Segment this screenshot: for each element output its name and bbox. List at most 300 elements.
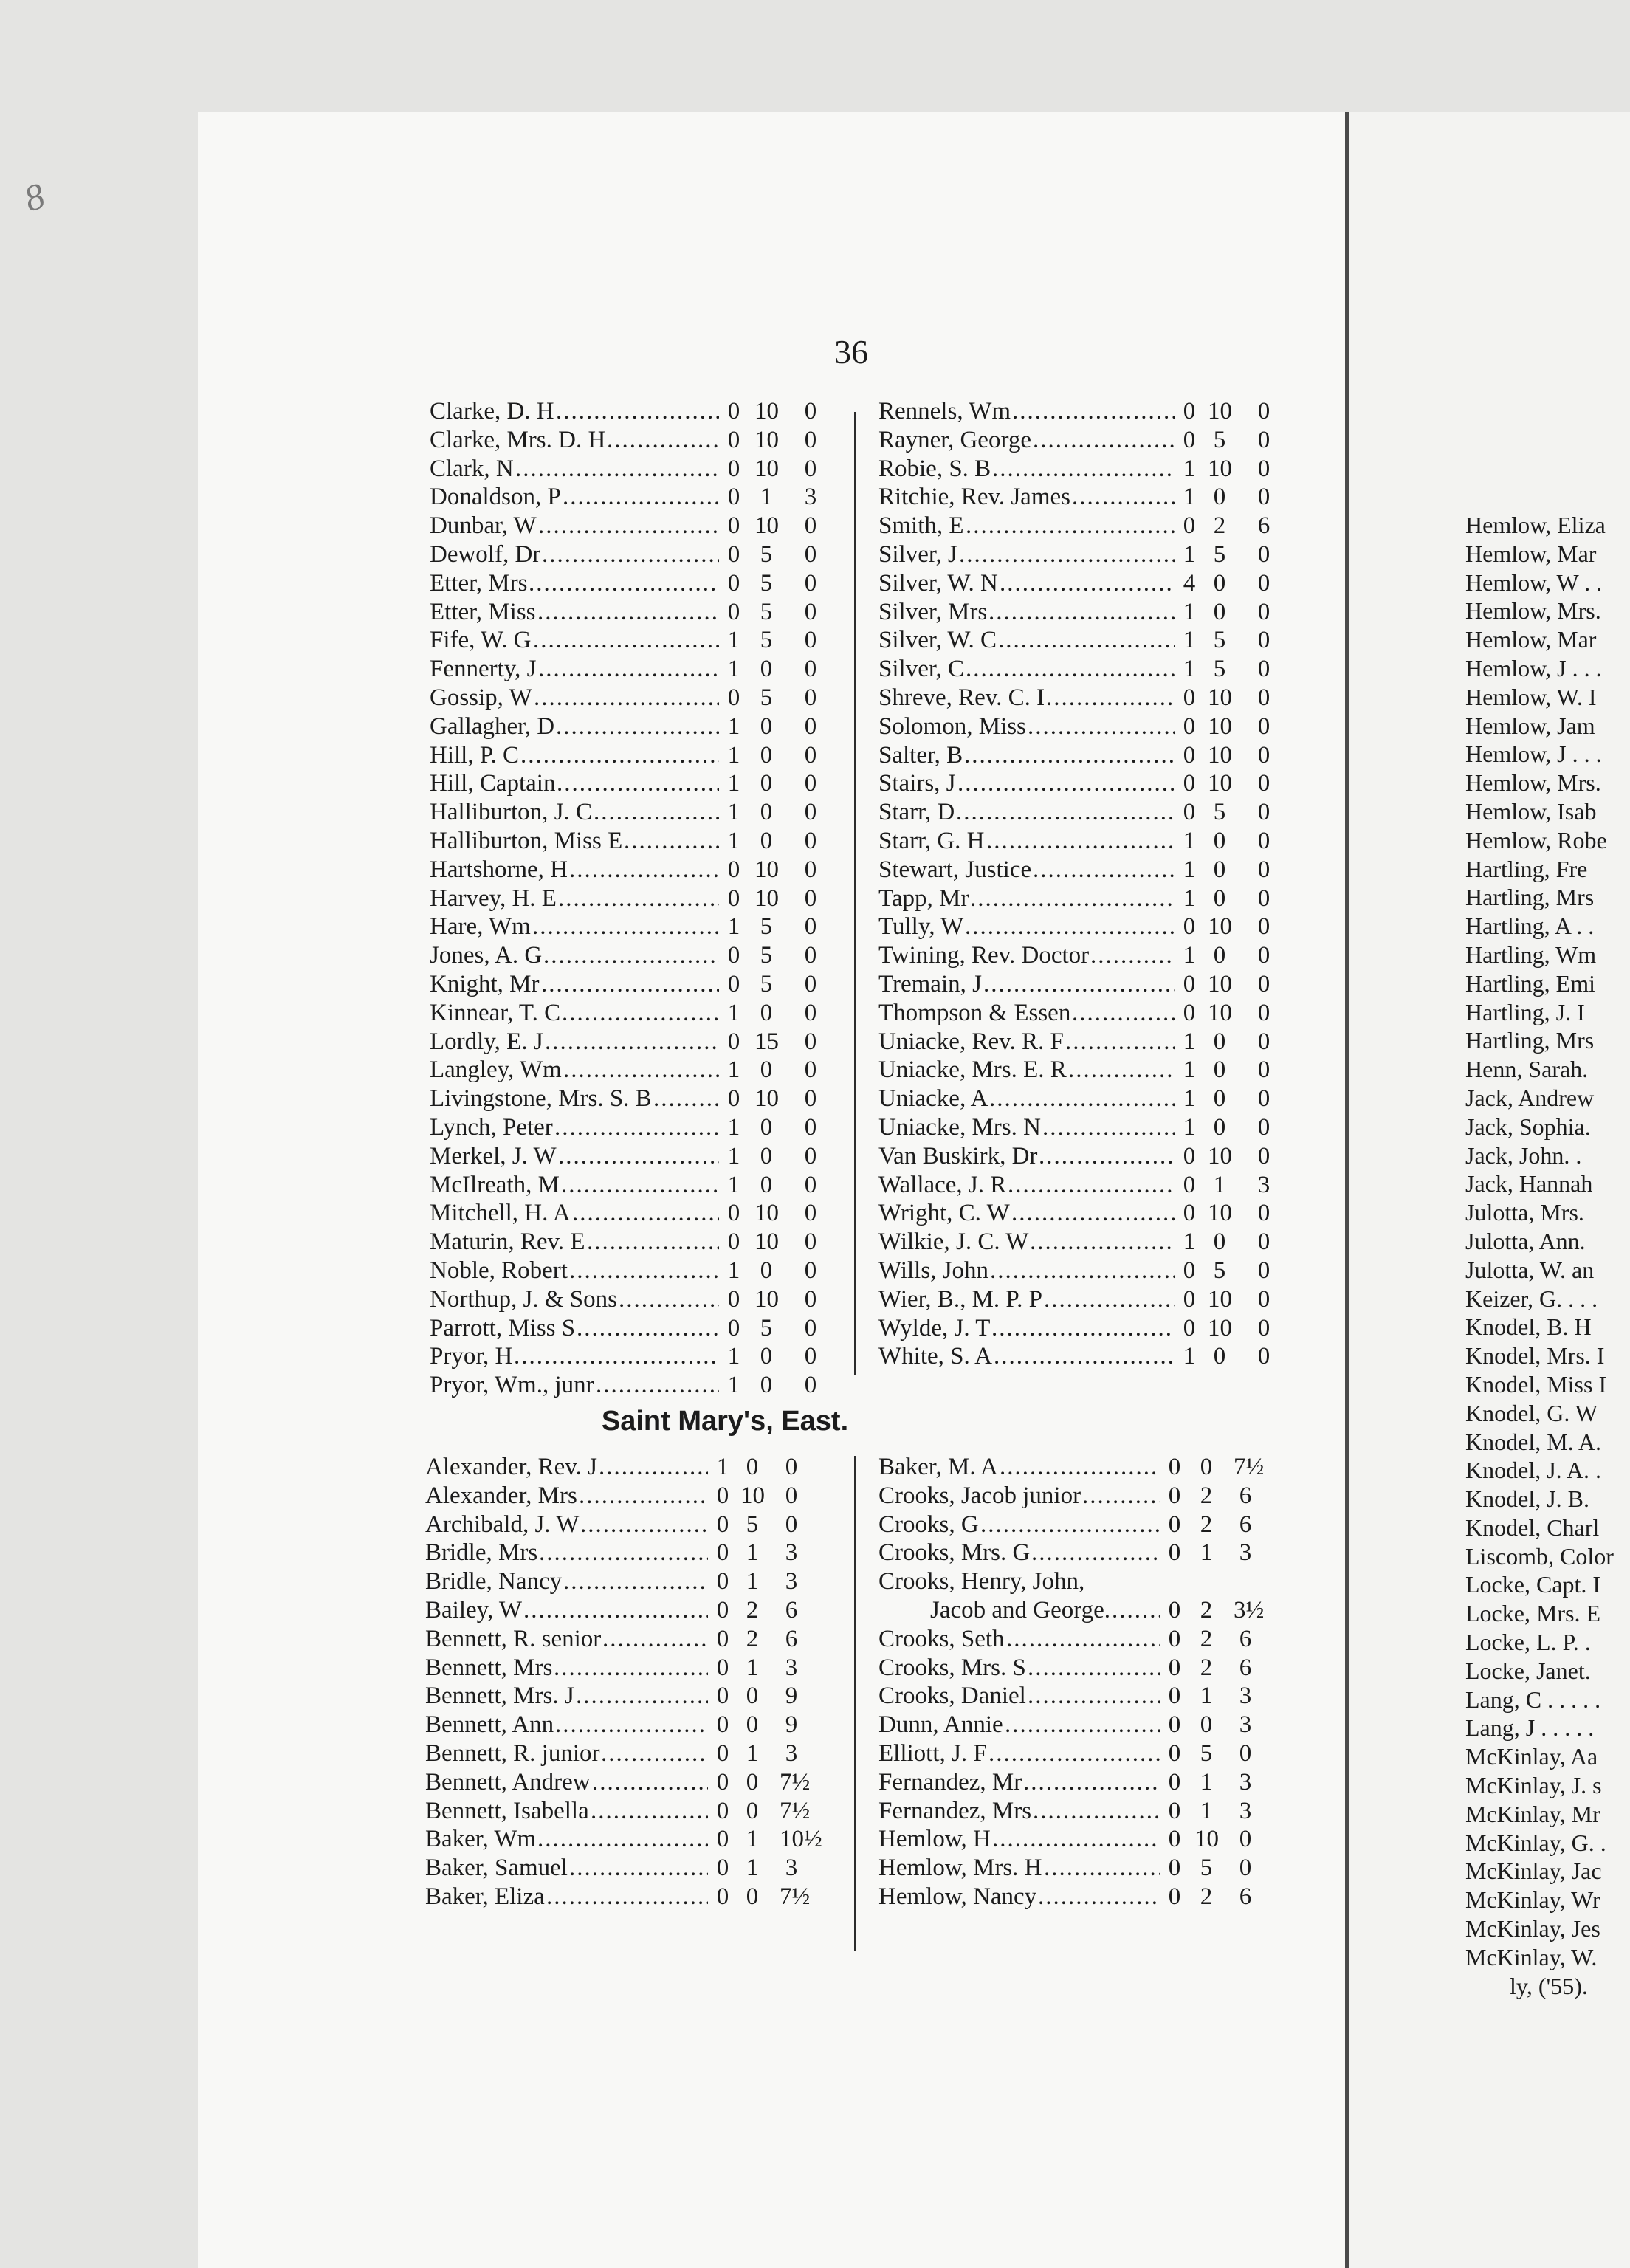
shillings-amount: 10 (1208, 398, 1232, 425)
subscriber-name: Kinnear, T. C (430, 999, 561, 1026)
pence-amount: 0 (804, 540, 817, 568)
pence-amount: 0 (804, 656, 817, 683)
subscriber-entry (878, 1453, 1277, 1482)
pence-amount: 0 (785, 1482, 798, 1509)
subscriber-name: Crooks, Henry, John, (878, 1568, 1085, 1595)
subscriber-entry (878, 1085, 1281, 1113)
pounds-amount: 1 (1183, 1028, 1196, 1055)
pounds-amount: 0 (1183, 741, 1196, 769)
subscriber-name: Ritchie, Rev. James (878, 484, 1070, 511)
adjacent-page-entry: Lang, C . . . . . (1465, 1685, 1601, 1713)
subscriber-entry (430, 941, 832, 970)
shillings-amount: 10 (1208, 741, 1232, 769)
dot-leader (561, 1171, 719, 1200)
subscriber-entry (878, 598, 1281, 627)
shillings-amount: 0 (1213, 884, 1226, 912)
dot-leader (572, 1199, 719, 1228)
dot-leader (601, 1739, 708, 1768)
subscriber-name: Wills, John (878, 1257, 989, 1284)
dot-leader (1012, 397, 1175, 426)
pence-amount: 0 (1257, 426, 1270, 453)
subscriber-name: Wylde, J. T (878, 1314, 991, 1341)
subscriber-name: Bennett, Ann (425, 1711, 554, 1739)
subscriber-name: Crooks, Daniel (878, 1683, 1026, 1710)
dot-leader (956, 798, 1175, 827)
subscriber-name: White, S. A (878, 1343, 992, 1370)
pence-amount: 0 (804, 512, 817, 540)
pounds-amount: 0 (1168, 1797, 1181, 1824)
pounds-amount: 0 (727, 1228, 740, 1256)
pounds-amount: 1 (1183, 656, 1196, 683)
subscriber-name: Harvey, H. E (430, 884, 557, 912)
subscriber-entry (878, 1056, 1281, 1085)
shillings-amount: 10 (1208, 455, 1232, 482)
pence-amount: 0 (804, 1142, 817, 1169)
subscriber-name: Mitchell, H. A (430, 1200, 571, 1227)
dot-leader (537, 598, 719, 627)
shillings-amount: 0 (760, 827, 773, 854)
adjacent-page-entry: Hartling, J. I (1465, 998, 1585, 1025)
pence-amount: 0 (1257, 398, 1270, 425)
shillings-amount: 10 (754, 426, 779, 453)
pounds-amount: 4 (1183, 569, 1196, 597)
dot-leader (1011, 1199, 1175, 1228)
dot-leader (1033, 426, 1175, 455)
subscriber-entry (430, 970, 832, 999)
shillings-amount: 0 (1213, 484, 1226, 511)
pounds-amount: 1 (1183, 856, 1196, 883)
subscriber-entry (425, 1711, 824, 1739)
pounds-amount: 1 (1183, 484, 1196, 511)
subscriber-entry (878, 913, 1281, 941)
subscriber-entry (430, 1142, 832, 1171)
dot-leader (1031, 1539, 1160, 1567)
pounds-amount: 0 (1183, 426, 1196, 453)
dot-leader (569, 856, 719, 884)
dot-leader (1090, 941, 1175, 970)
adjacent-page-entry: Locke, Capt. I (1465, 1571, 1601, 1598)
pence-amount: 0 (1257, 1085, 1270, 1113)
pounds-amount: 0 (727, 598, 740, 625)
pence-amount: 0 (1257, 1228, 1270, 1256)
adjacent-page-entry: Hartling, Wm (1465, 941, 1597, 968)
pounds-amount: 0 (1168, 1739, 1181, 1767)
shillings-amount: 0 (746, 1768, 759, 1796)
dot-leader (624, 827, 719, 856)
pence-amount: 9 (785, 1683, 798, 1710)
pounds-amount: 1 (1183, 598, 1196, 625)
pence-amount: 0 (804, 598, 817, 625)
pence-amount: 0 (804, 913, 817, 941)
shillings-amount: 0 (760, 712, 773, 740)
dot-leader (1033, 1797, 1160, 1826)
subscriber-entry (878, 540, 1281, 569)
subscriber-entry (878, 1142, 1281, 1171)
subscriber-entry (878, 999, 1281, 1028)
adjacent-page-entry: McKinlay, Wr (1465, 1886, 1600, 1914)
shillings-amount: 5 (760, 942, 773, 969)
shillings-amount: 0 (1213, 827, 1226, 854)
shillings-amount: 5 (760, 913, 773, 941)
pence-amount: 0 (804, 970, 817, 997)
shillings-amount: 0 (1213, 942, 1226, 969)
subscriber-name: Solomon, Miss (878, 712, 1026, 740)
dot-leader (542, 540, 719, 569)
subscriber-name: Crooks, Mrs. G (878, 1539, 1031, 1567)
pounds-amount: 0 (727, 1200, 740, 1227)
adjacent-page-entry: Hemlow, Mrs. (1465, 769, 1601, 797)
subscriber-name: Clarke, D. H (430, 398, 554, 425)
adjacent-page-entry: McKinlay, Aa (1465, 1743, 1598, 1770)
pence-amount: 0 (1257, 1028, 1270, 1055)
subscriber-name: Crooks, Seth (878, 1625, 1005, 1652)
pence-amount: 0 (1239, 1826, 1252, 1853)
subscriber-name: Dunbar, W (430, 512, 537, 540)
subscriber-entry (878, 1797, 1277, 1826)
pence-amount: 0 (804, 1285, 817, 1313)
pounds-amount: 0 (1183, 799, 1196, 826)
pounds-amount: 0 (727, 1028, 740, 1055)
dot-leader (1112, 1596, 1160, 1625)
adjacent-page-entry: Knodel, M. A. (1465, 1428, 1601, 1455)
dot-leader (1072, 483, 1175, 512)
pence-amount: 0 (804, 1085, 817, 1113)
shillings-amount: 2 (1213, 512, 1226, 540)
shillings-amount: 0 (746, 1683, 759, 1710)
subscriber-name: Bennett, Andrew (425, 1768, 591, 1796)
dot-leader (988, 1739, 1160, 1768)
pounds-amount: 1 (727, 627, 740, 654)
pence-amount: 3 (785, 1539, 798, 1567)
subscriber-name: Jones, A. G (430, 942, 543, 969)
pence-amount: 6 (1239, 1625, 1252, 1652)
pence-amount: 3 (1239, 1711, 1252, 1739)
pounds-amount: 0 (1183, 1314, 1196, 1341)
subscriber-entry (878, 970, 1281, 999)
pence-amount: 7½ (780, 1768, 811, 1796)
subscriber-entry (878, 1113, 1281, 1142)
subscriber-name: Bennett, R. junior (425, 1739, 600, 1767)
subscriber-entry (878, 1739, 1277, 1768)
subscriber-entry (430, 1199, 832, 1228)
pounds-amount: 1 (1183, 1113, 1196, 1141)
pounds-amount: 0 (727, 1285, 740, 1313)
section-heading (0, 1406, 1630, 1437)
shillings-amount: 0 (1213, 598, 1226, 625)
subscriber-name: Alexander, Mrs (425, 1482, 577, 1509)
pounds-amount: 0 (716, 1683, 729, 1710)
subscriber-entry (430, 483, 832, 512)
pounds-amount: 0 (1168, 1482, 1181, 1509)
adjacent-page-entry: Jack, Andrew (1465, 1084, 1595, 1111)
pence-amount: 0 (804, 999, 817, 1026)
pence-amount: 0 (1257, 799, 1270, 826)
pounds-amount: 1 (727, 1372, 740, 1399)
subscriber-name: Baker, M. A (878, 1454, 998, 1480)
shillings-amount: 1 (1213, 1171, 1226, 1198)
shillings-amount: 10 (1208, 770, 1232, 797)
dot-leader (534, 684, 719, 712)
dot-leader (619, 1285, 719, 1314)
subscriber-entry (425, 1854, 824, 1883)
shillings-amount: 1 (760, 484, 773, 511)
pounds-amount: 0 (727, 856, 740, 883)
pence-amount: 0 (804, 856, 817, 883)
pounds-amount: 1 (1183, 540, 1196, 568)
subscriber-name: Smith, E (878, 512, 964, 540)
subscriber-name: Hemlow, H (878, 1826, 991, 1853)
subscriber-name: Archibald, J. W (425, 1511, 580, 1538)
dot-leader (994, 1342, 1175, 1371)
dot-leader (580, 1511, 708, 1539)
pounds-amount: 1 (727, 1343, 740, 1370)
adjacent-page-entry: Hemlow, Mar (1465, 540, 1597, 567)
subscriber-entry (425, 1596, 824, 1625)
subscriber-entry (425, 1539, 824, 1567)
shillings-amount: 0 (1213, 1228, 1226, 1256)
subscriber-name: Halliburton, Miss E (430, 827, 623, 854)
dot-leader (653, 1085, 719, 1113)
pounds-amount: 0 (1168, 1454, 1181, 1480)
subscriber-name: Van Buskirk, Dr (878, 1142, 1038, 1169)
shillings-amount: 5 (1213, 426, 1226, 453)
subscriber-name: Lynch, Peter (430, 1113, 553, 1141)
subscriber-entry (425, 1883, 824, 1911)
pence-amount: 0 (1257, 712, 1270, 740)
pence-amount: 0 (1257, 1285, 1270, 1313)
subscriber-entry (425, 1739, 824, 1768)
shillings-amount: 0 (746, 1711, 759, 1739)
pounds-amount: 1 (1183, 455, 1196, 482)
subscriber-name: Rennels, Wm (878, 398, 1011, 425)
subscriber-entry (878, 483, 1281, 512)
dot-leader (1042, 1113, 1175, 1142)
dot-leader (554, 1654, 708, 1683)
adjacent-page-entry: McKinlay, G. . (1465, 1829, 1606, 1856)
subscriber-name: Uniacke, Mrs. N (878, 1113, 1041, 1141)
shillings-amount: 2 (746, 1596, 759, 1623)
pounds-amount: 0 (1183, 999, 1196, 1026)
subscriber-entry (878, 1199, 1281, 1228)
dot-leader (1044, 1285, 1175, 1314)
pence-amount: 0 (804, 1113, 817, 1141)
subscriber-name: Wallace, J. R (878, 1171, 1007, 1198)
pounds-amount: 0 (727, 1085, 740, 1113)
pence-amount: 0 (1257, 569, 1270, 597)
dot-leader (558, 884, 719, 913)
dot-leader (1030, 1228, 1175, 1257)
subscriber-name: Stairs, J (878, 770, 956, 797)
subscriber-name: Bennett, Mrs (425, 1654, 553, 1681)
subscriber-name: Baker, Wm (425, 1826, 537, 1853)
pence-amount: 3½ (1234, 1596, 1265, 1623)
pence-amount: 0 (804, 1314, 817, 1341)
dot-leader (1006, 1625, 1160, 1654)
pence-amount: 3 (1239, 1797, 1252, 1824)
pounds-amount: 0 (1168, 1855, 1181, 1882)
dot-leader (964, 741, 1175, 770)
subscriber-name: Bennett, Mrs. J (425, 1683, 574, 1710)
adjacent-page-entry: Knodel, J. B. (1465, 1485, 1589, 1513)
shillings-amount: 0 (760, 741, 773, 769)
dot-leader (563, 483, 719, 512)
subscriber-entry (430, 1028, 832, 1056)
pence-amount: 0 (804, 1028, 817, 1055)
adjacent-page-entry: McKinlay, J. s (1465, 1772, 1602, 1799)
dot-leader (965, 913, 1175, 941)
subscriber-entry (878, 1711, 1277, 1739)
dot-leader (1072, 999, 1175, 1028)
shillings-amount: 0 (1200, 1454, 1213, 1480)
adjacent-page-entry: Hartling, Fre (1465, 855, 1588, 882)
subscriber-name: Hartshorne, H (430, 856, 568, 883)
shillings-amount: 5 (1213, 656, 1226, 683)
subscriber-name: Baker, Samuel (425, 1855, 568, 1882)
pence-amount: 3 (1239, 1768, 1252, 1796)
dot-leader (1000, 1453, 1160, 1482)
pence-amount: 0 (804, 455, 817, 482)
subscriber-entry (430, 426, 832, 455)
shillings-amount: 10 (1208, 999, 1232, 1026)
pence-amount: 6 (785, 1625, 798, 1652)
subscriber-name: Hill, Captain (430, 770, 556, 797)
adjacent-page-entry: Hemlow, J . . . (1465, 740, 1602, 768)
shillings-amount: 5 (1213, 799, 1226, 826)
dot-leader (1000, 569, 1175, 598)
pounds-amount: 1 (727, 1171, 740, 1198)
subscriber-name: Donaldson, P (430, 484, 561, 511)
shillings-amount: 0 (760, 1113, 773, 1141)
subscriber-entry (425, 1567, 824, 1596)
pence-amount: 6 (1239, 1654, 1252, 1681)
pounds-amount: 0 (727, 1314, 740, 1341)
dot-leader (591, 1797, 708, 1826)
pounds-amount: 0 (1168, 1711, 1181, 1739)
subscriber-name: Uniacke, Rev. R. F (878, 1028, 1064, 1055)
subscriber-name: Merkel, J. W (430, 1142, 557, 1169)
adjacent-page-entry: ly, ('55). (1510, 1972, 1588, 1999)
pence-amount: 0 (804, 884, 817, 912)
pence-amount: 0 (1257, 656, 1270, 683)
pounds-amount: 1 (1183, 827, 1196, 854)
shillings-amount: 2 (746, 1625, 759, 1652)
shillings-amount: 10 (1208, 913, 1232, 941)
subscriber-entry (430, 1371, 832, 1400)
subscriber-entry (430, 1285, 832, 1314)
pounds-amount: 1 (1183, 1343, 1196, 1370)
pounds-amount: 1 (1183, 884, 1196, 912)
adjacent-page-entry: Jack, John. . (1465, 1141, 1582, 1169)
subscriber-name: Bailey, W (425, 1596, 523, 1623)
adjacent-page-entry: Liscomb, Color (1465, 1542, 1614, 1570)
subscriber-entry (430, 769, 832, 798)
shillings-amount: 1 (1200, 1797, 1213, 1824)
subscriber-entry (878, 455, 1281, 484)
pounds-amount: 0 (1168, 1883, 1181, 1910)
adjacent-page-entry: Hemlow, W . . (1465, 568, 1603, 596)
shillings-amount: 0 (746, 1797, 759, 1824)
shillings-amount: 15 (754, 1028, 779, 1055)
pounds-amount: 0 (716, 1625, 729, 1652)
pounds-amount: 0 (1183, 1200, 1196, 1227)
shillings-amount: 5 (1213, 1257, 1226, 1284)
dot-leader (592, 1768, 708, 1797)
subscriber-name: Tremain, J (878, 970, 982, 997)
pence-amount: 0 (1257, 942, 1270, 969)
adjacent-page-column (1465, 511, 1614, 2000)
adjacent-page-entry: Henn, Sarah. (1465, 1056, 1589, 1083)
shillings-amount: 5 (760, 684, 773, 711)
adjacent-page-entry: McKinlay, Mr (1465, 1800, 1600, 1827)
subscriber-list-right (878, 397, 1281, 1371)
dot-leader (1023, 1768, 1160, 1797)
pounds-amount: 0 (1183, 712, 1196, 740)
pounds-amount: 0 (727, 569, 740, 597)
shillings-amount: 10 (1208, 1314, 1232, 1341)
subscriber-name: Fennerty, J (430, 656, 537, 683)
pounds-amount: 0 (727, 484, 740, 511)
subscriber-entry (878, 1285, 1281, 1314)
subscriber-entry (430, 1228, 832, 1257)
subscriber-name: Wright, C. W (878, 1200, 1010, 1227)
subscriber-entry (430, 1056, 832, 1085)
subscriber-name: Starr, G. H (878, 827, 985, 854)
dot-leader (1082, 1482, 1160, 1511)
subscriber-name: Dunn, Annie (878, 1711, 1003, 1739)
dot-leader (1033, 856, 1175, 884)
pounds-amount: 0 (727, 398, 740, 425)
subscriber-name: Bennett, Isabella (425, 1797, 589, 1824)
pounds-amount: 0 (1168, 1654, 1181, 1681)
shillings-amount: 0 (760, 1142, 773, 1169)
pounds-amount: 0 (727, 970, 740, 997)
subscriber-entry (430, 512, 832, 540)
subscriber-entry (878, 1171, 1281, 1200)
subscriber-entry (430, 741, 832, 770)
subscriber-entry (878, 884, 1281, 913)
subscriber-name: Shreve, Rev. C. I (878, 684, 1045, 711)
shillings-amount: 0 (760, 770, 773, 797)
subscriber-entry (430, 397, 832, 426)
pounds-amount: 0 (1183, 1142, 1196, 1169)
pence-amount: 7½ (780, 1883, 811, 1910)
shillings-amount: 5 (1213, 540, 1226, 568)
subscriber-entry (878, 1342, 1281, 1371)
subscriber-entry (878, 1228, 1281, 1257)
dot-leader (983, 970, 1175, 999)
dot-leader (1038, 1883, 1160, 1911)
subscriber-entry (425, 1797, 824, 1826)
pence-amount: 0 (1257, 1113, 1270, 1141)
shillings-amount: 0 (746, 1454, 759, 1480)
subscriber-entry (430, 1257, 832, 1285)
adjacent-page-entry: McKinlay, Jes (1465, 1915, 1600, 1942)
subscriber-entry (430, 798, 832, 827)
pence-amount: 0 (1257, 741, 1270, 769)
subscriber-name: Crooks, Mrs. S (878, 1654, 1026, 1681)
pounds-amount: 0 (716, 1739, 729, 1767)
subscriber-name: Tapp, Mr (878, 884, 969, 912)
subscriber-entry (430, 626, 832, 655)
pence-amount: 0 (1257, 484, 1270, 511)
pounds-amount: 0 (1183, 684, 1196, 711)
shillings-amount: 2 (1200, 1511, 1213, 1538)
subscriber-entry (425, 1453, 824, 1482)
subscriber-entry (430, 884, 832, 913)
dot-leader (555, 1711, 708, 1739)
subscriber-name: McIlreath, M (430, 1171, 560, 1198)
subscriber-entry (430, 684, 832, 712)
